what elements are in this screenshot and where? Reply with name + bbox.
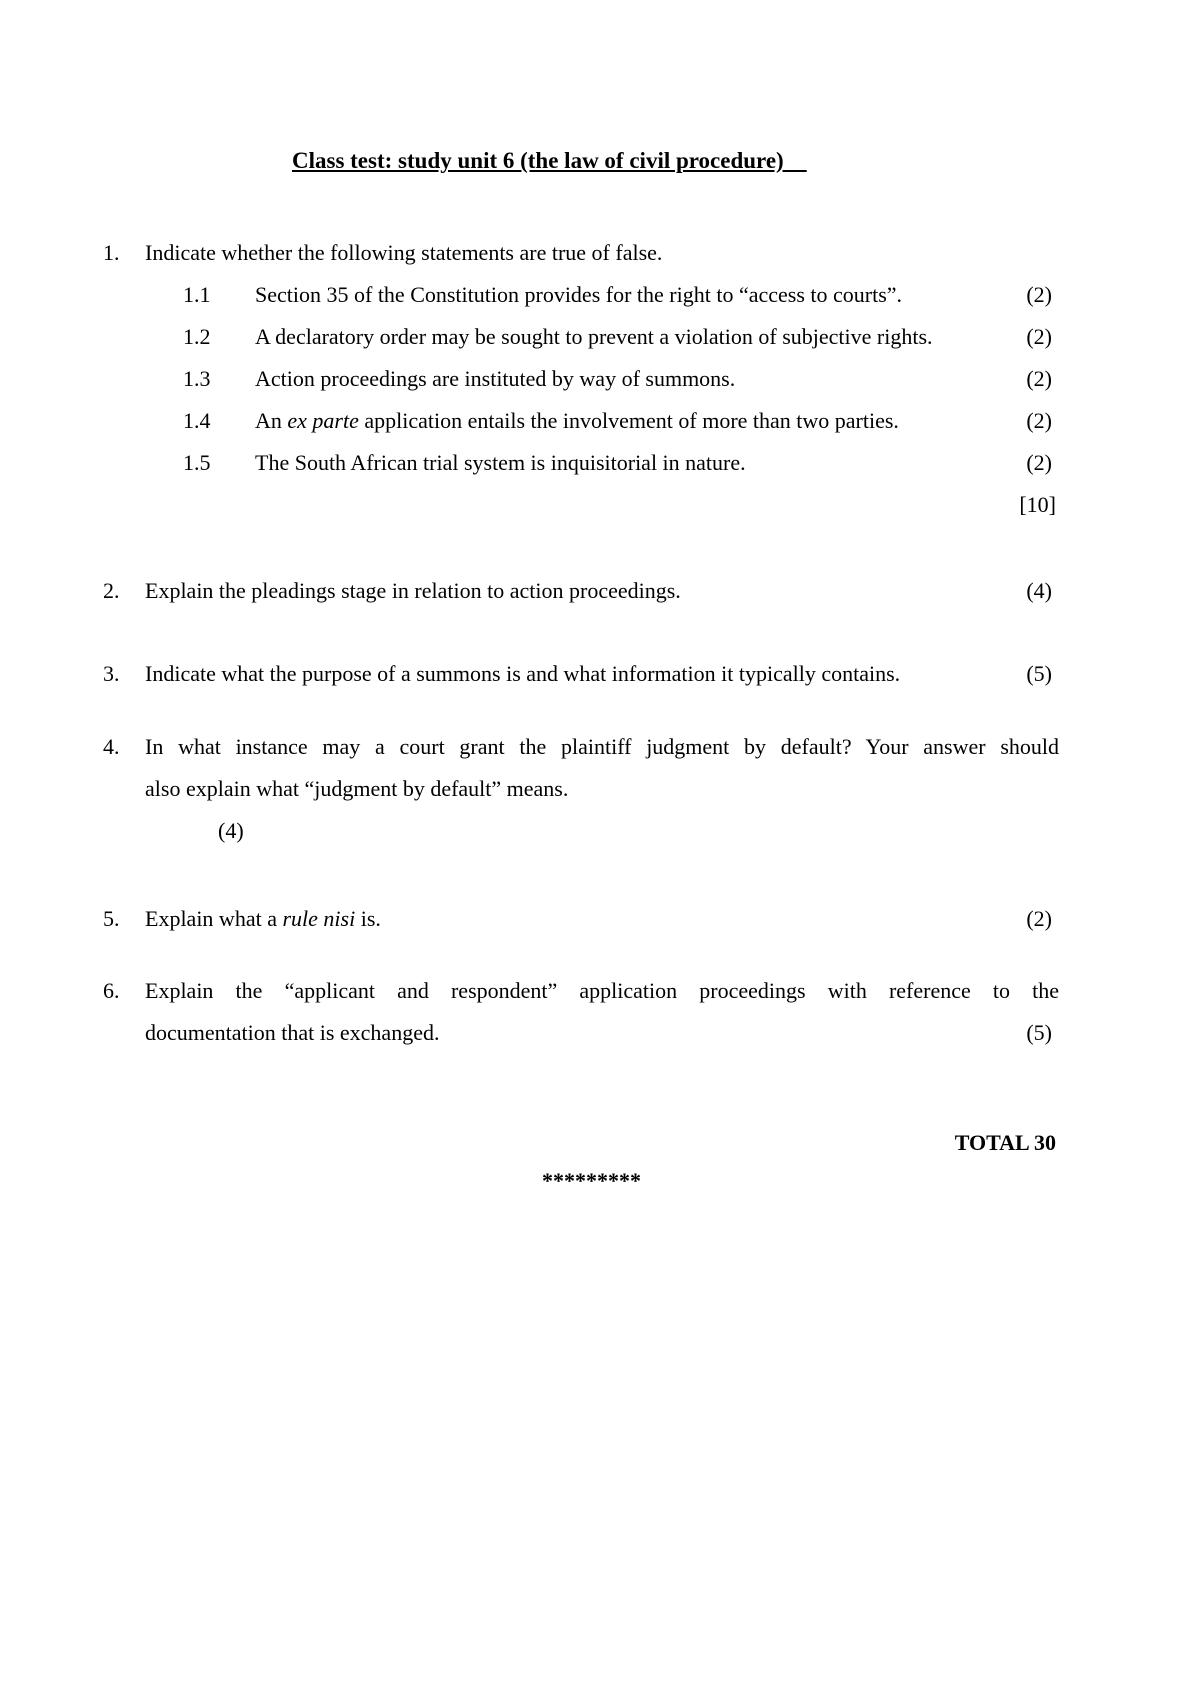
item-1-3-mark: (2) xyxy=(1026,366,1052,391)
question-3-mark: (5) xyxy=(1026,661,1052,686)
question-1-text: Indicate whether the following statements are true of false. xyxy=(145,240,663,265)
question-6-line-1: Explain the “applicant and respondent” application proceedings with reference to the xyxy=(145,978,1059,1003)
question-5-text-after: is. xyxy=(355,906,381,931)
item-1-4-mark: (2) xyxy=(1026,408,1052,433)
item-1-5-number: 1.5 xyxy=(183,450,211,475)
item-1-1-number: 1.1 xyxy=(183,282,211,307)
item-1-4-text-italic: ex parte xyxy=(287,408,359,433)
item-1-2-text: A declaratory order may be sought to prevent a violation of subjective rights. xyxy=(255,324,933,349)
item-1-5-text: The South African trial system is inquisitorial in nature. xyxy=(255,450,746,475)
question-4-mark: (4) xyxy=(218,818,244,843)
item-1-4-text xyxy=(255,408,899,434)
question-3-number: 3. xyxy=(103,661,120,686)
question-4-line-1: In what instance may a court grant the plaintiff judgment by default? Your answer should xyxy=(145,734,1059,759)
item-1-2-mark: (2) xyxy=(1026,324,1052,349)
question-2-mark: (4) xyxy=(1026,578,1052,603)
item-1-3-number: 1.3 xyxy=(183,366,211,391)
item-1-4-text-before: An xyxy=(255,408,288,433)
question-6-number: 6. xyxy=(103,978,120,1003)
question-5-number: 5. xyxy=(103,906,120,931)
item-1-3-text: Action proceedings are instituted by way of summons. xyxy=(255,366,736,391)
question-4-number: 4. xyxy=(103,734,120,759)
question-2-text: Explain the pleadings stage in relation to action proceedings. xyxy=(145,578,681,603)
question-6-mark: (5) xyxy=(1026,1020,1052,1045)
question-4-line-2: also explain what “judgment by default” means. xyxy=(145,776,569,801)
question-6-line-2: documentation that is exchanged. xyxy=(145,1020,440,1045)
question-1-number: 1. xyxy=(103,240,120,265)
end-marker: ********* xyxy=(542,1168,641,1193)
page-title: Class test: study unit 6 (the law of civil procedure) xyxy=(292,148,807,173)
item-1-1-mark: (2) xyxy=(1026,282,1052,307)
item-1-4-text-after: application entails the involvement of more than two parties. xyxy=(358,408,899,433)
item-1-5-mark: (2) xyxy=(1026,450,1052,475)
total-marks: TOTAL 30 xyxy=(954,1130,1056,1155)
question-1-subtotal: [10] xyxy=(1019,492,1056,517)
item-1-2-number: 1.2 xyxy=(183,324,211,349)
question-3-text: Indicate what the purpose of a summons is and what information it typically contains. xyxy=(145,661,901,686)
question-5-mark: (2) xyxy=(1026,906,1052,931)
question-5-text-before: Explain what a xyxy=(145,906,283,931)
item-1-4-number: 1.4 xyxy=(183,408,211,433)
item-1-1-text: Section 35 of the Constitution provides for the right to “access to courts”. xyxy=(255,282,903,307)
question-2-number: 2. xyxy=(103,578,120,603)
question-5-text-italic: rule nisi xyxy=(282,906,356,931)
question-5-text xyxy=(145,906,381,932)
